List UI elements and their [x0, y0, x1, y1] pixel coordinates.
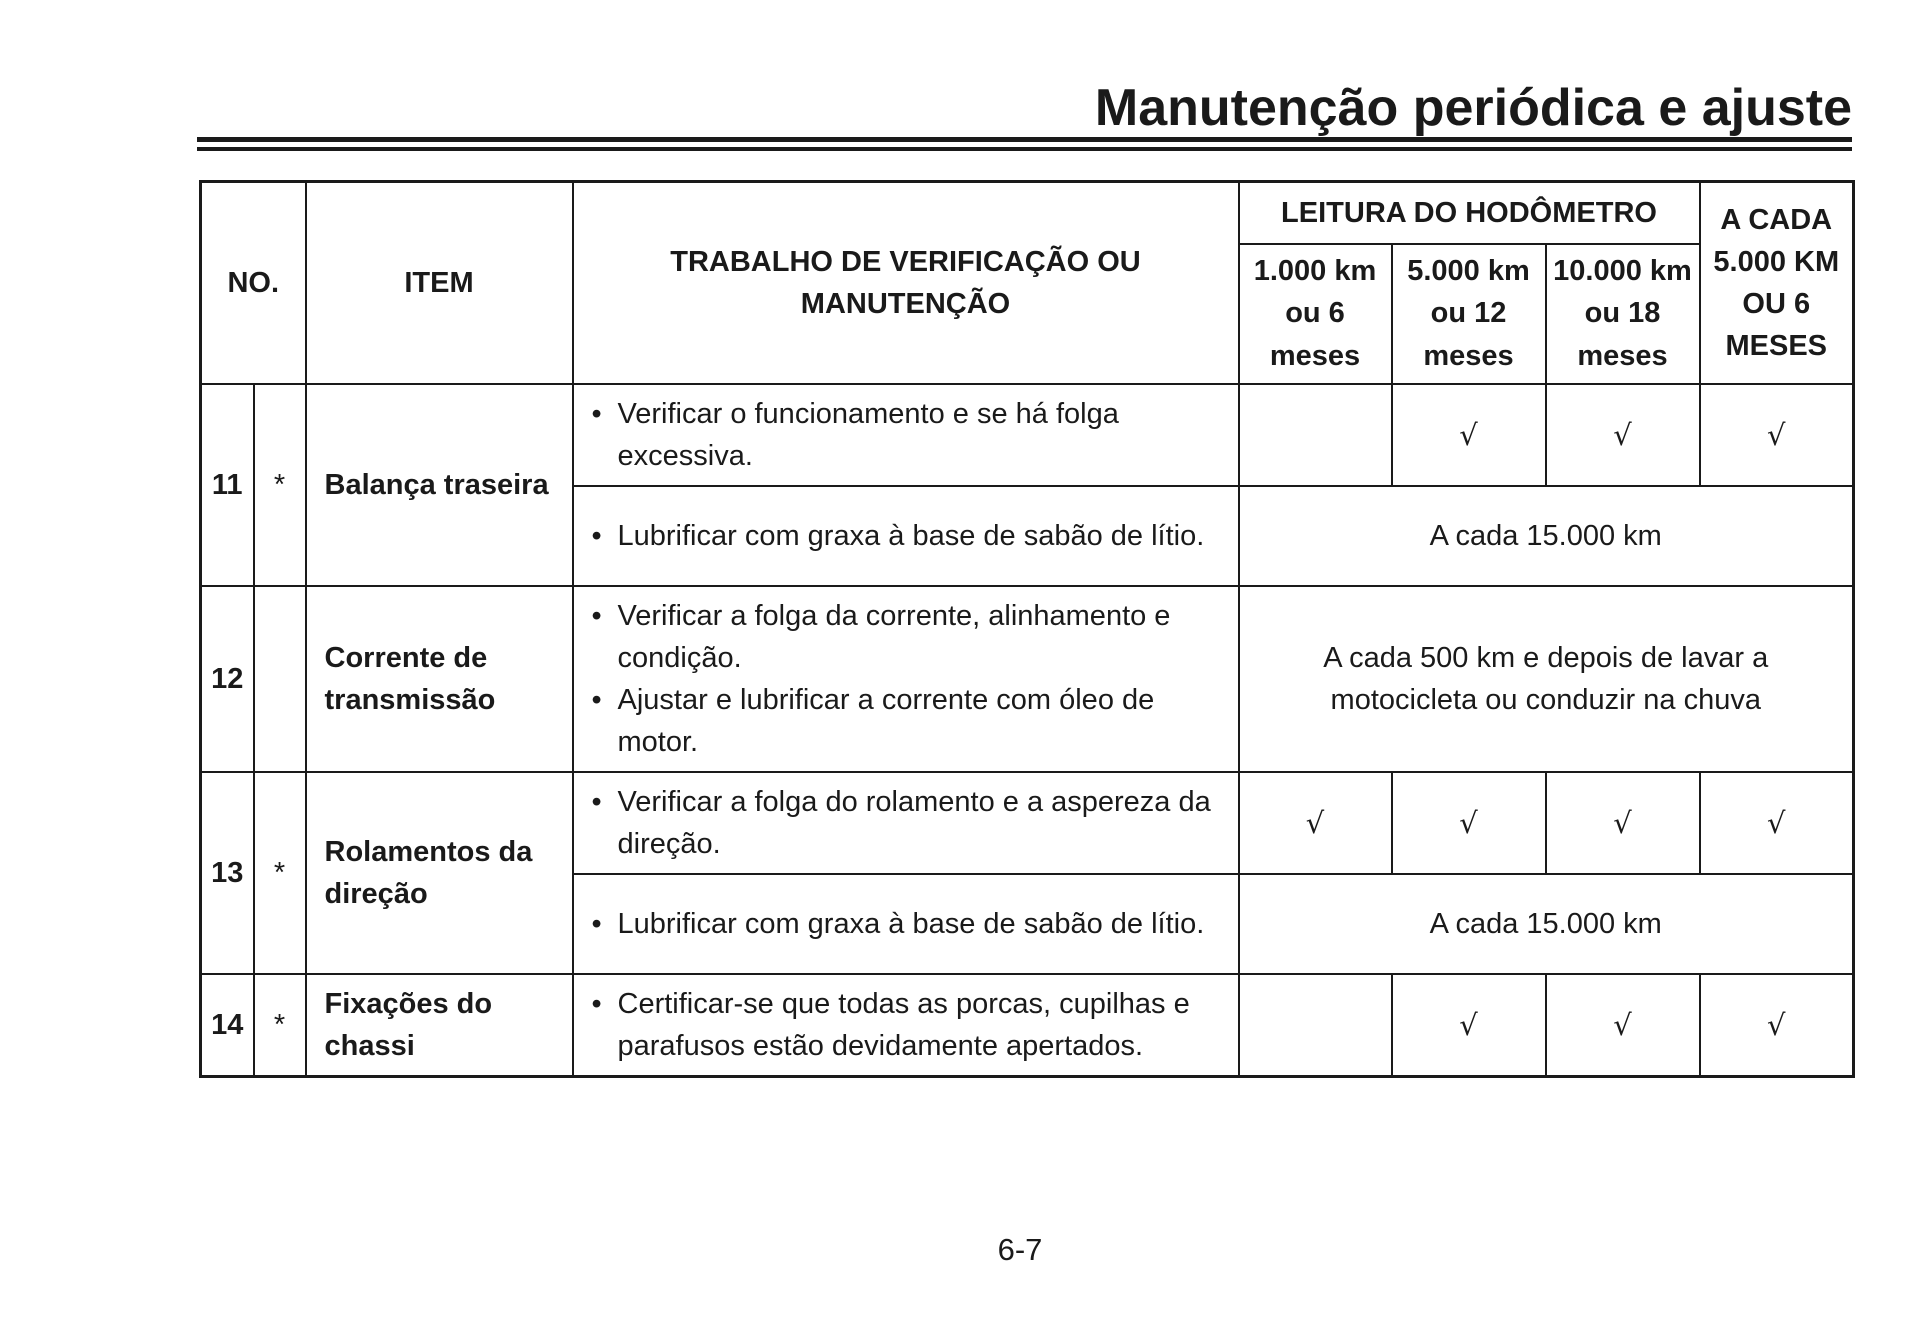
interval-note: A cada 500 km e depois de lavar a motocicleta ou conduzir na chuva: [1239, 586, 1854, 772]
check-cell: √: [1546, 384, 1700, 486]
task-text: Lubrificar com graxa à base de sabão de lítio.: [617, 907, 1205, 940]
task-text: Ajustar e lubrificar a corrente com óleo de motor.: [617, 683, 1155, 758]
check-cell: √: [1546, 974, 1700, 1077]
row-star: *: [254, 772, 306, 974]
row-task: • Verificar o funcionamento e se há folga excessiva.: [573, 384, 1239, 486]
check-cell: [1239, 974, 1392, 1077]
row-task: • Verificar a folga da corrente, alinhamento e condição. • Ajustar e lubrificar a corrente com óleo de motor.: [573, 586, 1239, 772]
check-cell: √: [1700, 772, 1854, 874]
row-item: Balança traseira: [306, 384, 573, 586]
table-row: [201, 586, 1854, 772]
row-item: Fixações do chassi: [306, 974, 573, 1077]
row-task: • Lubrificar com graxa à base de sabão de lítio.: [573, 486, 1239, 586]
task-text: Certificar-se que todas as porcas, cupilhas e parafusos estão devidamente apertados.: [617, 987, 1190, 1062]
row-star: *: [254, 974, 306, 1077]
header-col-10000: 10.000 km ou 18 meses: [1546, 244, 1700, 384]
interval-note: A cada 15.000 km: [1239, 486, 1854, 586]
row-task: • Certificar-se que todas as porcas, cupilhas e parafusos estão devidamente apertados.: [573, 974, 1239, 1077]
row-number: 12: [201, 586, 254, 772]
table-row: [201, 772, 1854, 874]
check-cell: √: [1239, 772, 1392, 874]
check-cell: √: [1700, 974, 1854, 1077]
check-cell: √: [1700, 384, 1854, 486]
table-row: [201, 384, 1854, 486]
check-cell: √: [1392, 974, 1546, 1077]
maintenance-table: [199, 180, 1855, 1078]
task-text: Lubrificar com graxa à base de sabão de lítio.: [617, 519, 1205, 552]
header-col-5000: 5.000 km ou 12 meses: [1392, 244, 1546, 384]
header-work: TRABALHO DE VERIFICAÇÃO OU MANUTENÇÃO: [573, 182, 1239, 384]
row-number: 11: [201, 384, 254, 586]
page-number: 6-7: [997, 1232, 1043, 1267]
interval-note: A cada 15.000 km: [1239, 874, 1854, 974]
header-item: ITEM: [306, 182, 573, 384]
check-cell: [1239, 384, 1392, 486]
row-task: • Lubrificar com graxa à base de sabão de lítio.: [573, 874, 1239, 974]
header-no: NO.: [201, 182, 306, 384]
row-item: Corrente de transmissão: [306, 586, 573, 772]
row-task: • Verificar a folga do rolamento e a aspereza da direção.: [573, 772, 1239, 874]
title-rule-thick: [197, 137, 1852, 142]
row-star: *: [254, 384, 306, 586]
page-title: Manutenção periódica e ajuste: [1094, 79, 1852, 137]
row-number: 13: [201, 772, 254, 974]
header-col-1000: 1.000 km ou 6 meses: [1239, 244, 1392, 384]
task-text: Verificar o funcionamento e se há folga excessiva.: [617, 397, 1119, 472]
title-rule-thin: [197, 147, 1852, 151]
check-cell: √: [1392, 384, 1546, 486]
task-text: Verificar a folga do rolamento e a aspereza da direção.: [617, 785, 1211, 860]
table-row: [201, 974, 1854, 1077]
task-text: Verificar a folga da corrente, alinhamento e condição.: [617, 599, 1171, 674]
row-item: Rolamentos da direção: [306, 772, 573, 974]
header-every-5000: A CADA 5.000 KM OU 6 MESES: [1700, 182, 1854, 384]
header-odometer: LEITURA DO HODÔMETRO: [1239, 182, 1700, 244]
check-cell: √: [1392, 772, 1546, 874]
row-star: [254, 586, 306, 772]
row-number: 14: [201, 974, 254, 1077]
check-cell: √: [1546, 772, 1700, 874]
